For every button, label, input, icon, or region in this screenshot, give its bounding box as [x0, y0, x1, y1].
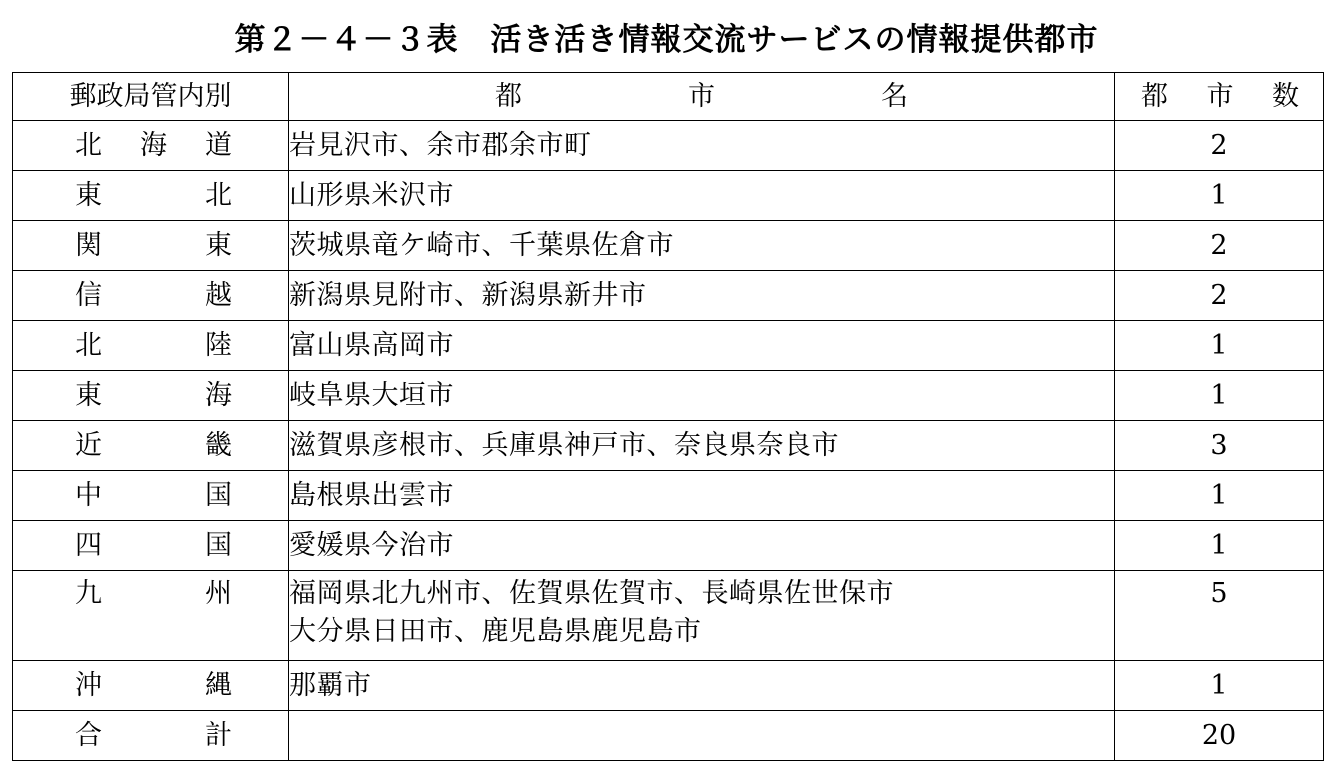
count-cell: 1 [1115, 521, 1324, 571]
header-region: 郵政局管内別 [13, 73, 289, 121]
count-cell: 1 [1115, 371, 1324, 421]
count-cell: 1 [1115, 471, 1324, 521]
cities-line: 茨城県竜ケ崎市、千葉県佐倉市 [289, 229, 674, 261]
count-cell: 1 [1115, 321, 1324, 371]
table-row [13, 271, 1324, 321]
region-char: 北 [75, 329, 102, 361]
region-char: 海 [140, 129, 167, 161]
cities-line: 新潟県見附市、新潟県新井市 [289, 279, 647, 311]
region-char: 越 [205, 279, 232, 311]
header-count-char: 数 [1272, 80, 1299, 112]
total-cities-cell [289, 711, 1115, 761]
table-row [13, 321, 1324, 371]
cities-cell [289, 471, 1115, 521]
count-cell: 1 [1115, 661, 1324, 711]
cities-cell [289, 421, 1115, 471]
region-char: 州 [205, 578, 232, 609]
header-cities-char: 市 [688, 80, 715, 112]
region-char: 東 [75, 379, 102, 411]
region-char: 北 [205, 179, 232, 211]
region-char: 沖 [75, 669, 102, 701]
total-label-char: 合 [75, 719, 102, 751]
cities-line: 富山県高岡市 [289, 329, 454, 361]
cities-line: 那覇市 [289, 669, 372, 701]
table-row [13, 171, 1324, 221]
region-char: 四 [75, 529, 102, 561]
region-char: 海 [205, 379, 232, 411]
total-row [13, 711, 1324, 761]
table-row [13, 371, 1324, 421]
region-char: 国 [205, 529, 232, 561]
table-row [13, 661, 1324, 711]
cities-cell [289, 171, 1115, 221]
cities-cell [289, 321, 1115, 371]
region-char: 国 [205, 479, 232, 511]
cities-line: 岐阜県大垣市 [289, 379, 454, 411]
cities-line: 大分県日田市、鹿児島県鹿児島市 [289, 616, 702, 647]
cities-cell [289, 221, 1115, 271]
region-cell [13, 521, 289, 571]
cities-cell [289, 121, 1115, 171]
cities-cell [289, 571, 1115, 661]
region-cell [13, 571, 289, 661]
total-label-char: 計 [205, 719, 232, 751]
table-title: 第２－４－３表 活き活き情報交流サービスの情報提供都市 [234, 22, 1099, 58]
count-cell: 2 [1115, 121, 1324, 171]
cities-line: 滋賀県彦根市、兵庫県神戸市、奈良県奈良市 [289, 429, 839, 461]
table-header-row [13, 73, 1324, 121]
region-char: 九 [75, 578, 102, 609]
region-char: 東 [75, 179, 102, 211]
region-char: 近 [75, 429, 102, 461]
region-cell [13, 221, 289, 271]
cities-cell [289, 371, 1115, 421]
region-char: 東 [205, 229, 232, 261]
count-cell: 1 [1115, 171, 1324, 221]
region-char: 縄 [205, 669, 232, 701]
table-row [13, 221, 1324, 271]
table-row [13, 121, 1324, 171]
cities-line: 愛媛県今治市 [289, 529, 454, 561]
header-count [1115, 73, 1324, 121]
header-cities-char: 都 [495, 80, 522, 112]
cities-cell [289, 521, 1115, 571]
cities-line: 岩見沢市、余市郡余市町 [289, 129, 592, 161]
region-char: 関 [75, 229, 102, 261]
table-row [13, 571, 1324, 661]
region-cell [13, 371, 289, 421]
count-cell: 2 [1115, 221, 1324, 271]
table-row [13, 471, 1324, 521]
cities-line: 福岡県北九州市、佐賀県佐賀市、長崎県佐世保市 [289, 578, 894, 609]
region-cell [13, 171, 289, 221]
cities-cell [289, 661, 1115, 711]
region-char: 北 [75, 129, 102, 161]
region-char: 畿 [205, 429, 232, 461]
header-cities-char: 名 [881, 80, 908, 112]
table-body [13, 121, 1324, 761]
cities-line: 島根県出雲市 [289, 479, 454, 511]
total-count-cell: 20 [1115, 711, 1324, 761]
region-char: 信 [75, 279, 102, 311]
region-cell [13, 421, 289, 471]
region-cell [13, 471, 289, 521]
region-cell [13, 271, 289, 321]
count-cell: 5 [1115, 571, 1324, 661]
header-count-char: 都 [1141, 80, 1168, 112]
header-count-char: 市 [1206, 80, 1234, 112]
count-cell: 3 [1115, 421, 1324, 471]
total-label-cell [13, 711, 289, 761]
region-cell [13, 661, 289, 711]
header-cities [289, 73, 1115, 121]
table-row [13, 421, 1324, 471]
region-cell [13, 321, 289, 371]
cities-table [12, 72, 1324, 761]
cities-cell [289, 271, 1115, 321]
region-char: 中 [75, 479, 102, 511]
cities-line: 山形県米沢市 [289, 179, 454, 211]
region-char: 道 [205, 129, 232, 161]
region-char: 陸 [205, 329, 232, 361]
count-cell: 2 [1115, 271, 1324, 321]
region-cell [13, 121, 289, 171]
table-row [13, 521, 1324, 571]
